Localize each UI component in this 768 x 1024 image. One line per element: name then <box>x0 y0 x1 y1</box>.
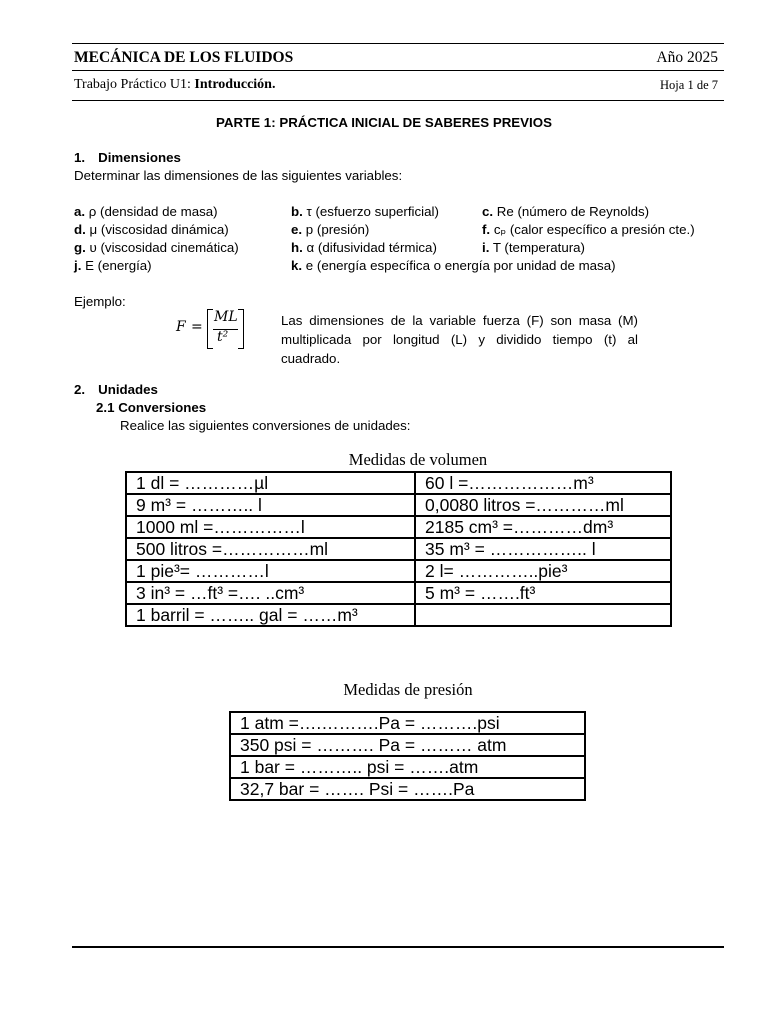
header-top-rule <box>72 43 724 44</box>
tp-prefix: Trabajo Práctico U1: <box>74 77 195 92</box>
volume-cell <box>415 604 671 626</box>
example-formula <box>176 309 246 349</box>
section1-instruction: Determinar las dimensiones de las siguientes variables: <box>74 168 403 183</box>
variable-item: i. T (temperatura) <box>482 240 585 255</box>
volume-cell: 3 in³ = …ft³ =…. ..cm³ <box>126 582 415 604</box>
table-row <box>126 604 671 626</box>
tp-title: Introducción. <box>194 77 276 92</box>
formula-right-bracket <box>238 309 244 349</box>
part-title: PARTE 1: PRÁCTICA INICIAL DE SABERES PREVIOS <box>216 115 552 130</box>
section2-number: 2. <box>74 382 86 397</box>
volume-cell: 1 dl = …………µl <box>126 472 415 494</box>
volume-cell: 1 pie³= …………l <box>126 560 415 582</box>
volume-cell: 35 m³ = …………….. l <box>415 538 671 560</box>
table-row <box>126 538 671 560</box>
variable-item: g. υ (viscosidad cinemática) <box>74 240 239 255</box>
pressure-cell: 1 atm =….……….Pa = ……….psi <box>230 712 585 734</box>
section1-title: Dimensiones <box>98 150 181 165</box>
table-row <box>230 712 585 734</box>
pressure-caption: Medidas de presión <box>343 680 473 699</box>
pressure-cell: 1 bar = ……….. psi = …….atm <box>230 756 585 778</box>
example-label: Ejemplo: <box>74 294 126 309</box>
header-bottom-rule <box>72 100 724 101</box>
subsection-heading <box>96 399 206 417</box>
table-row <box>126 560 671 582</box>
formula-denominator: t² <box>217 329 229 345</box>
example-explanation: Las dimensiones de la variable fuerza (F) son masa (M) multiplicada por longitud (L) y dividido tiempo (t) al cuadrado. <box>281 313 638 366</box>
subsection-title: Conversiones <box>118 400 207 415</box>
volume-cell: 2185 cm³ =…………dm³ <box>415 516 671 538</box>
volume-cell: 1000 ml =……………l <box>126 516 415 538</box>
course-year: Año 2025 <box>656 49 718 66</box>
table-row <box>230 778 585 800</box>
variable-item: h. α (difusividad térmica) <box>291 240 437 255</box>
volume-cell: 1 barril = …….. gal = ……m³ <box>126 604 415 626</box>
formula-lhs: F <box>176 319 186 335</box>
pressure-cell: 32,7 bar = ……. Psi = …….Pa <box>230 778 585 800</box>
volume-caption: Medidas de volumen <box>348 450 488 469</box>
variable-item: a. ρ (densidad de masa) <box>74 204 218 219</box>
sheet-number: Hoja 1 de 7 <box>660 78 718 92</box>
tp-label <box>74 77 275 93</box>
pressure-table <box>229 711 586 801</box>
volume-cell: 0,0080 litros =…………ml <box>415 494 671 516</box>
section2-instruction: Realice las siguientes conversiones de unidades: <box>120 418 411 433</box>
table-row <box>230 756 585 778</box>
section1-heading <box>74 149 181 167</box>
footer-rule <box>72 946 724 948</box>
variable-item: d. μ (viscosidad dinámica) <box>74 222 229 237</box>
table-row <box>126 582 671 604</box>
volume-cell: 500 litros =……………ml <box>126 538 415 560</box>
formula-numerator: ML <box>214 309 238 325</box>
variable-item: f. cₚ (calor específico a presión cte.) <box>482 222 695 237</box>
volume-table <box>125 471 672 627</box>
section2-title: Unidades <box>98 382 158 397</box>
section2-heading <box>74 381 158 399</box>
table-row <box>126 516 671 538</box>
variable-item: k. e (energía específica o energía por unidad de masa) <box>291 258 616 273</box>
volume-cell: 2 l= …………..pie³ <box>415 560 671 582</box>
variable-item: j. E (energía) <box>74 258 152 273</box>
header-middle-rule <box>72 70 724 71</box>
course-title: MECÁNICA DE LOS FLUIDOS <box>74 49 294 66</box>
formula-equals: = <box>191 319 203 335</box>
volume-cell: 9 m³ = ……….. l <box>126 494 415 516</box>
variable-item: b. τ (esfuerzo superficial) <box>291 204 439 219</box>
volume-cell: 5 m³ = …….ft³ <box>415 582 671 604</box>
subsection-number: 2.1 <box>96 400 115 415</box>
section1-number: 1. <box>74 150 86 165</box>
variable-item: c. Re (número de Reynolds) <box>482 204 650 219</box>
variable-item: e. p (presión) <box>291 222 370 237</box>
pressure-cell: 350 psi = ………. Pa = ……… atm <box>230 734 585 756</box>
table-row <box>126 494 671 516</box>
volume-cell: 60 l =………………m³ <box>415 472 671 494</box>
table-row <box>230 734 585 756</box>
table-row <box>126 472 671 494</box>
